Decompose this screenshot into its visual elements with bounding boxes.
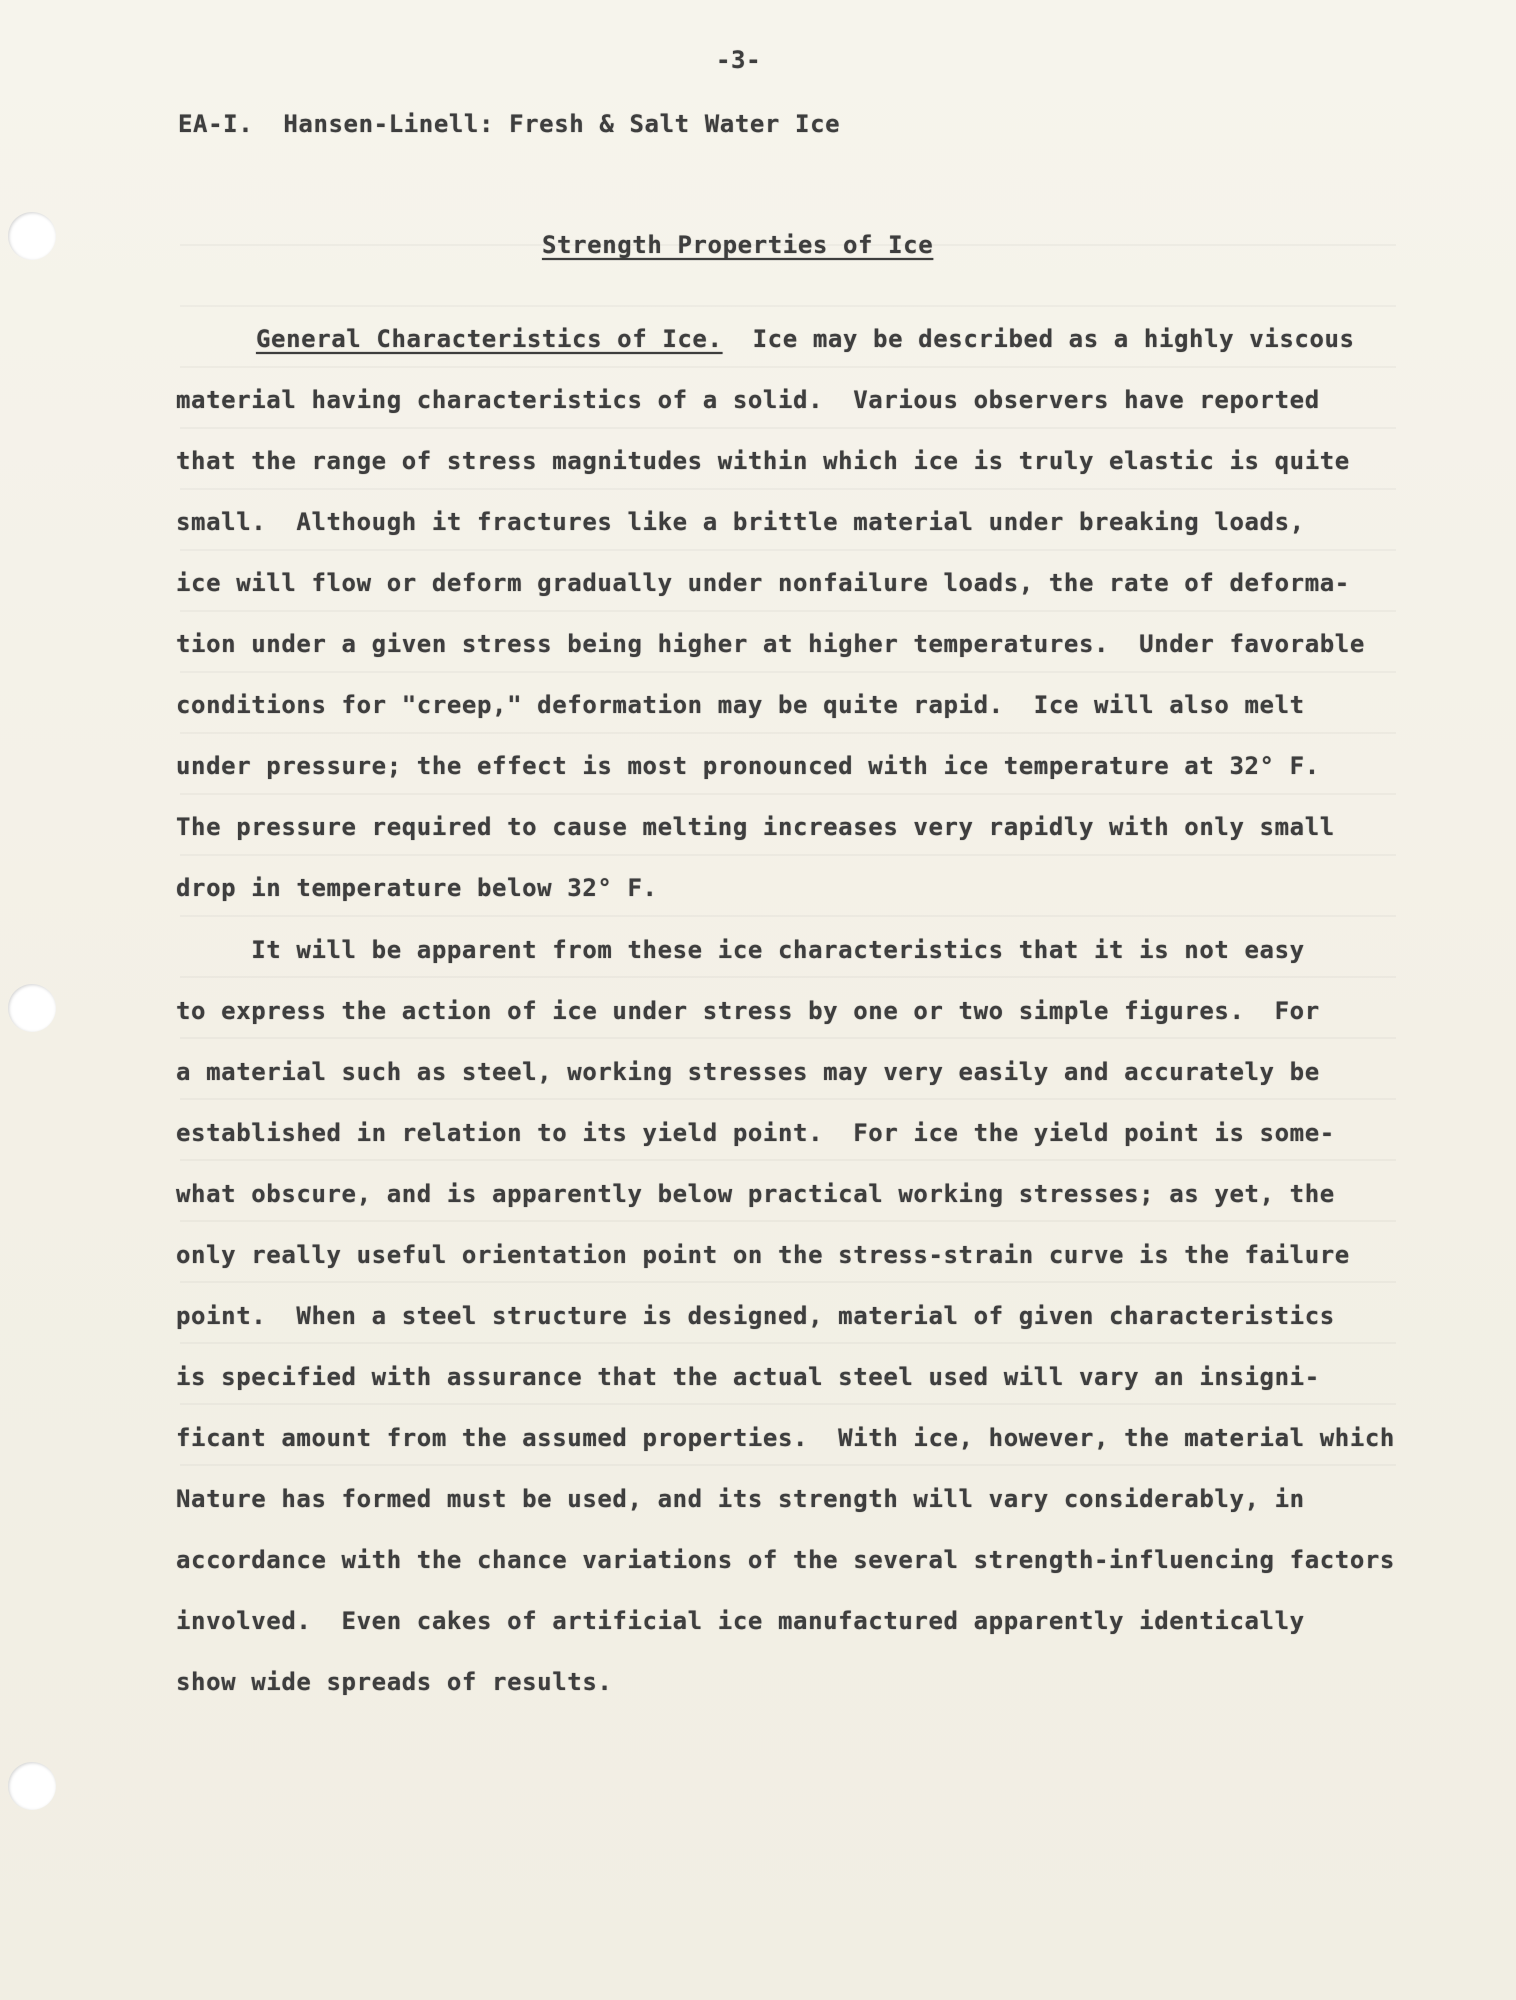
paragraph-1-line-8: under pressure; the effect is most pronounced with ice temperature at 32° F. — [176, 752, 1320, 780]
paragraph-2-line-8: is specified with assurance that the actual steel used will vary an insigni- — [176, 1363, 1320, 1391]
paragraph-1-line-1-text: Ice may be described as a highly viscous — [722, 325, 1355, 353]
paragraph-2-line-13: show wide spreads of results. — [176, 1668, 613, 1696]
paragraph-1-line-10: drop in temperature below 32° F. — [176, 874, 658, 902]
paragraph-2-line-2: to express the action of ice under stress by one or two simple figures. For — [176, 997, 1320, 1025]
paragraph-2-line-4: established in relation to its yield point. For ice the yield point is some- — [176, 1119, 1335, 1147]
punch-hole-middle — [8, 984, 56, 1032]
paragraph-1-line-7: conditions for "creep," deformation may be quite rapid. Ice will also melt — [176, 691, 1305, 719]
paragraph-2-line-6: only really useful orientation point on the stress-strain curve is the failure — [176, 1241, 1350, 1269]
paragraph-1-line-6: tion under a given stress being higher at higher temperatures. Under favorable — [176, 630, 1365, 658]
punch-hole-bottom — [8, 1762, 56, 1810]
paragraph-2-line-7: point. When a steel structure is designed, material of given characteristics — [176, 1302, 1335, 1330]
paragraph-2-line-9: ficant amount from the assumed properties. With ice, however, the material which — [176, 1424, 1395, 1452]
paragraph-2-line-1: It will be apparent from these ice characteristics that it is not easy — [176, 936, 1305, 964]
paragraph-2-line-12: involved. Even cakes of artificial ice manufactured apparently identically — [176, 1607, 1305, 1635]
paragraph-1-line-5: ice will flow or deform gradually under nonfailure loads, the rate of deforma- — [176, 569, 1350, 597]
section-title: Strength Properties of Ice — [542, 231, 934, 259]
paragraph-1-line-9: The pressure required to cause melting increases very rapidly with only small — [176, 813, 1335, 841]
paragraph-2-line-3: a material such as steel, working stresses may very easily and accurately be — [176, 1058, 1320, 1086]
paragraph-2-line-10: Nature has formed must be used, and its strength will vary considerably, in — [176, 1485, 1305, 1513]
page-number: -3- — [716, 46, 762, 74]
punch-hole-top — [8, 212, 56, 260]
paragraph-2-line-5: what obscure, and is apparently below practical working stresses; as yet, the — [176, 1180, 1335, 1208]
paragraph-1-line-4: small. Although it fractures like a brittle material under breaking loads, — [176, 508, 1305, 536]
run-in-heading: General Characteristics of Ice. — [256, 325, 723, 353]
paragraph-1-line-3: that the range of stress magnitudes within which ice is truly elastic is quite — [176, 447, 1350, 475]
running-header: EA-I. Hansen-Linell: Fresh & Salt Water Ice — [178, 110, 841, 138]
paragraph-1-line-1 — [256, 327, 1355, 351]
paragraph-2-line-11: accordance with the chance variations of the several strength-influencing factors — [176, 1546, 1395, 1574]
paragraph-1-line-2: material having characteristics of a solid. Various observers have reported — [176, 386, 1320, 414]
